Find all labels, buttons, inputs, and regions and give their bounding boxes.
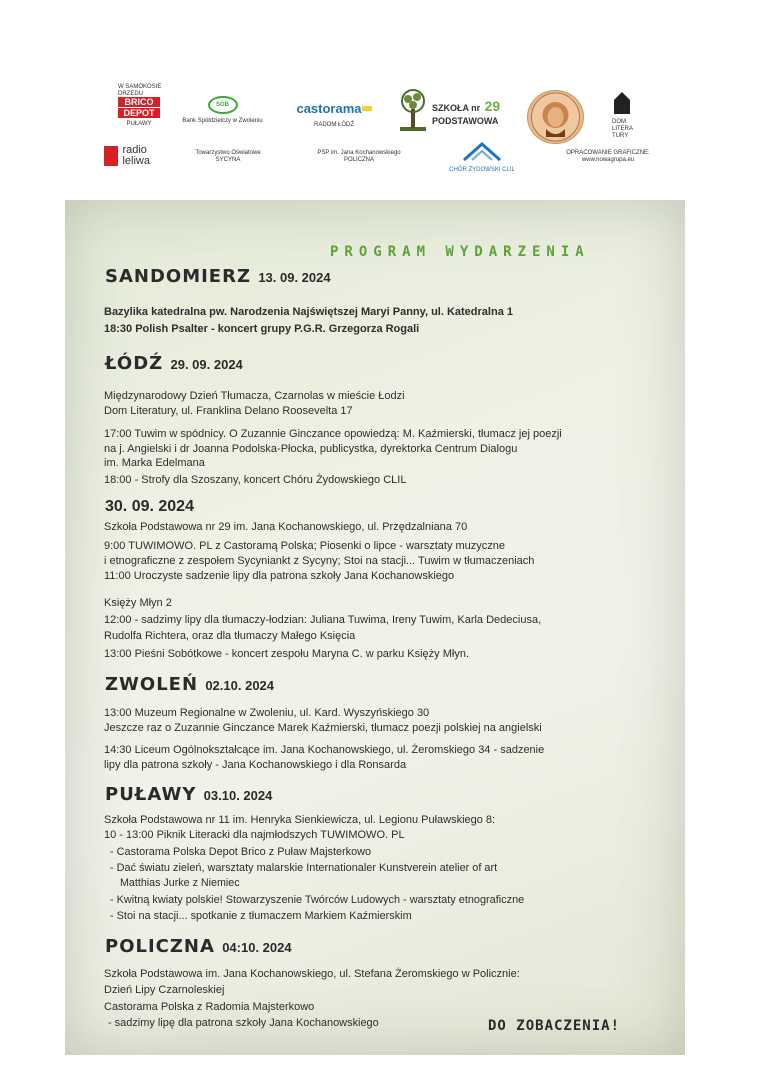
lodz-line: 18:00 - Strofy dla Szoszany, koncert Chóru Żydowskiego CLIL bbox=[104, 474, 407, 486]
szkola-number: 29 bbox=[484, 98, 501, 114]
pulawy-line: - Kwitną kwiaty polskie! Stowarzyszenie Twórców Ludowych - warsztaty etnograficzne bbox=[110, 894, 525, 906]
zwolen-line: Jeszcze raz o Zuzannie Ginczance Marek Kaźmierski, tłumacz poezji polskiej na angielski bbox=[104, 722, 542, 734]
szkola-word: PODSTAWOWA bbox=[432, 116, 499, 126]
sgb-logo bbox=[170, 96, 275, 125]
lodz2-line: 11:00 Uroczyste sadzenie lipy dla patrona szkoły Jana Kochanowskiego bbox=[104, 570, 455, 582]
city-date: 29. 09. 2024 bbox=[170, 357, 243, 372]
city-name: ZWOLEŃ bbox=[105, 674, 199, 695]
opracowanie-graficzne bbox=[548, 150, 668, 164]
lodz-line: 17:00 Tuwim w spódnicy. O Zuzannie Ginczance opowiedzą: M. Kaźmierski, tłumacz jej poezji bbox=[104, 428, 562, 440]
towarzystwo-logo bbox=[178, 150, 278, 164]
zwolen-line: lipy dla patrona szkoły - Jana Kochanowskiego i dla Ronsarda bbox=[104, 759, 407, 771]
policzna-line: Szkoła Podstawowa im. Jana Kochanowskiego, ul. Stefana Żeromskiego w Policznie: bbox=[104, 968, 520, 980]
brico-line2: DEPOT bbox=[118, 108, 160, 118]
pulawy-line: - Dać światu zieleń, warsztaty malarskie Internationaler Kunstverein atelier of art bbox=[110, 862, 498, 874]
city-name: ŁÓDŹ bbox=[105, 353, 164, 374]
pulawy-line: Matthias Jurke z Niemiec bbox=[120, 877, 240, 889]
brico-depot-logo bbox=[118, 97, 160, 128]
brico-line1: BRICO bbox=[118, 97, 160, 107]
program-title: PROGRAM WYDARZENIA bbox=[330, 244, 590, 260]
city-name: POLICZNA bbox=[105, 936, 215, 957]
dom-text: DOM LITERA TURY bbox=[612, 119, 633, 139]
radio-text-2: leliwa bbox=[122, 155, 150, 167]
psp-name: PSP im. Jana Kochanowskiego bbox=[317, 150, 401, 156]
lodz2-line: 12:00 - sadzimy lipy dla tłumaczy-łodzian: Juliana Tuwima, Ireny Tuwim, Karla Dedeciusa, bbox=[104, 614, 542, 626]
city-date: 02.10. 2024 bbox=[205, 678, 275, 693]
towarzystwo-name: Towarzystwo Oświatowe bbox=[195, 150, 261, 156]
city-heading-pulawy bbox=[105, 784, 272, 805]
city-heading-sandomierz bbox=[105, 266, 331, 287]
lodz2-line: Księży Młyn 2 bbox=[104, 597, 172, 609]
szkola-label: SZKOŁA nr bbox=[432, 103, 481, 113]
radio-text-1: radio bbox=[122, 144, 147, 156]
house-icon bbox=[612, 92, 632, 114]
radio-icon bbox=[104, 146, 118, 166]
lodz2-line: 13:00 Pieśni Sobótkowe - koncert zespołu Maryna C. w parku Księży Młyn. bbox=[104, 648, 469, 660]
zwolen-line: 14:30 Liceum Ogólnokształcące im. Jana Kochanowskiego, ul. Żeromskiego 34 - sadzenie bbox=[104, 744, 545, 756]
lodz-line: na j. Angielski i dr Joanna Podolska-Płocka, publicystka, dyrektorka Centrum Dialogu bbox=[104, 443, 518, 455]
castorama-name: castorama bbox=[296, 101, 362, 116]
brico-caption: W SAMOKOSIE DRZEDU bbox=[118, 84, 162, 97]
lodz2-line: 9:00 TUWIMOWO. PL z Castoramą Polska; Piosenki o lipce - warsztaty muzyczne bbox=[104, 540, 506, 552]
lodz-line: im. Marka Edelmana bbox=[104, 457, 205, 469]
kochanowski-portrait bbox=[527, 90, 584, 144]
castorama-logo bbox=[283, 100, 385, 129]
dom-literatury-logo bbox=[612, 92, 640, 140]
pulawy-line: - Castorama Polska Depot Brico z Puław Majsterkowo bbox=[110, 846, 372, 858]
lodz-line: Dom Literatury, ul. Franklina Delano Roosevelta 17 bbox=[104, 405, 353, 417]
pulawy-line: Szkoła Podstawowa nr 11 im. Henryka Sienkiewicza, ul. Legionu Puławskiego 8: bbox=[104, 814, 496, 826]
towarzystwo-city: SYCYNA bbox=[215, 157, 241, 163]
choir-logo bbox=[440, 140, 524, 174]
pulawy-line: - Stoi na stacji... spotkanie z tłumaczem Markiem Kaźmierskim bbox=[110, 910, 412, 922]
city-date: 13. 09. 2024 bbox=[258, 270, 331, 285]
opracowanie-label: OPRACOWANIE GRAFICZNE: bbox=[566, 150, 650, 156]
psp-logo bbox=[284, 150, 434, 164]
brico-city: PUŁAWY bbox=[126, 121, 152, 127]
city-heading-zwolen bbox=[105, 674, 274, 695]
choir-icon bbox=[460, 140, 504, 162]
choir-name: CHÓR ŻYDOWSKI CLIL bbox=[449, 167, 515, 173]
castorama-cities: RADOM ŁÓDŹ bbox=[313, 122, 354, 128]
psp-city: POLICZNA bbox=[343, 157, 374, 163]
lodz-line: Międzynarodowy Dzień Tłumacza, Czarnolas w mieście Łodzi bbox=[104, 390, 405, 402]
policzna-line: - sadzimy lipę dla patrona szkoły Jana Kochanowskiego bbox=[108, 1017, 379, 1029]
policzna-line: Dzień Lipy Czarnoleskiej bbox=[104, 984, 225, 996]
lodz2-line: Rudolfa Richtera, oraz dla tłumaczy Małego Księcia bbox=[104, 630, 356, 642]
szkola-29-logo bbox=[432, 98, 524, 127]
date-heading-30-09 bbox=[105, 495, 194, 516]
city-date: 03.10. 2024 bbox=[203, 788, 273, 803]
city-date: 04:10. 2024 bbox=[222, 940, 292, 955]
sandomierz-line-1: Bazylika katedralna pw. Narodzenia Najświętszej Maryi Panny, ul. Katedralna 1 bbox=[104, 306, 513, 318]
city-name: SANDOMIERZ bbox=[105, 266, 252, 287]
opracowanie-url: www.nowagrupa.eu bbox=[581, 157, 635, 163]
city-heading-lodz bbox=[105, 353, 243, 374]
lodz2-line: i etnograficzne z zespołem Sycyniankt z Sycyny; Stoi na stacji... Tuwim w tłumaczeniach bbox=[104, 555, 535, 567]
tree-icon bbox=[398, 87, 428, 133]
closing-text: DO ZOBACZENIA! bbox=[488, 1018, 621, 1034]
city-heading-policzna bbox=[105, 936, 292, 957]
sponsor-logos bbox=[0, 0, 764, 195]
lodz2-line: Szkoła Podstawowa nr 29 im. Jana Kochanowskiego, ul. Przędzalniana 70 bbox=[104, 521, 468, 533]
policzna-line: Castorama Polska z Radomia Majsterkowo bbox=[104, 1001, 315, 1013]
city-date: 30. 09. 2024 bbox=[105, 498, 194, 515]
sgb-mark: SGB bbox=[208, 96, 238, 114]
sandomierz-line-2: 18:30 Polish Psalter - koncert grupy P.G.R. Grzegorza Rogali bbox=[104, 323, 420, 335]
castorama-bar-icon bbox=[362, 106, 372, 111]
zwolen-line: 13:00 Muzeum Regionalne w Zwoleniu, ul. Kard. Wyszyńskiego 30 bbox=[104, 707, 430, 719]
pulawy-line: 10 - 13:00 Piknik Literacki dla najmłodszych TUWIMOWO. PL bbox=[104, 829, 405, 841]
sgb-name: Bank Spółdzielczy w Zwoleniu bbox=[182, 118, 263, 124]
city-name: PUŁAWY bbox=[105, 784, 197, 805]
radio-leliwa-logo bbox=[104, 145, 169, 167]
